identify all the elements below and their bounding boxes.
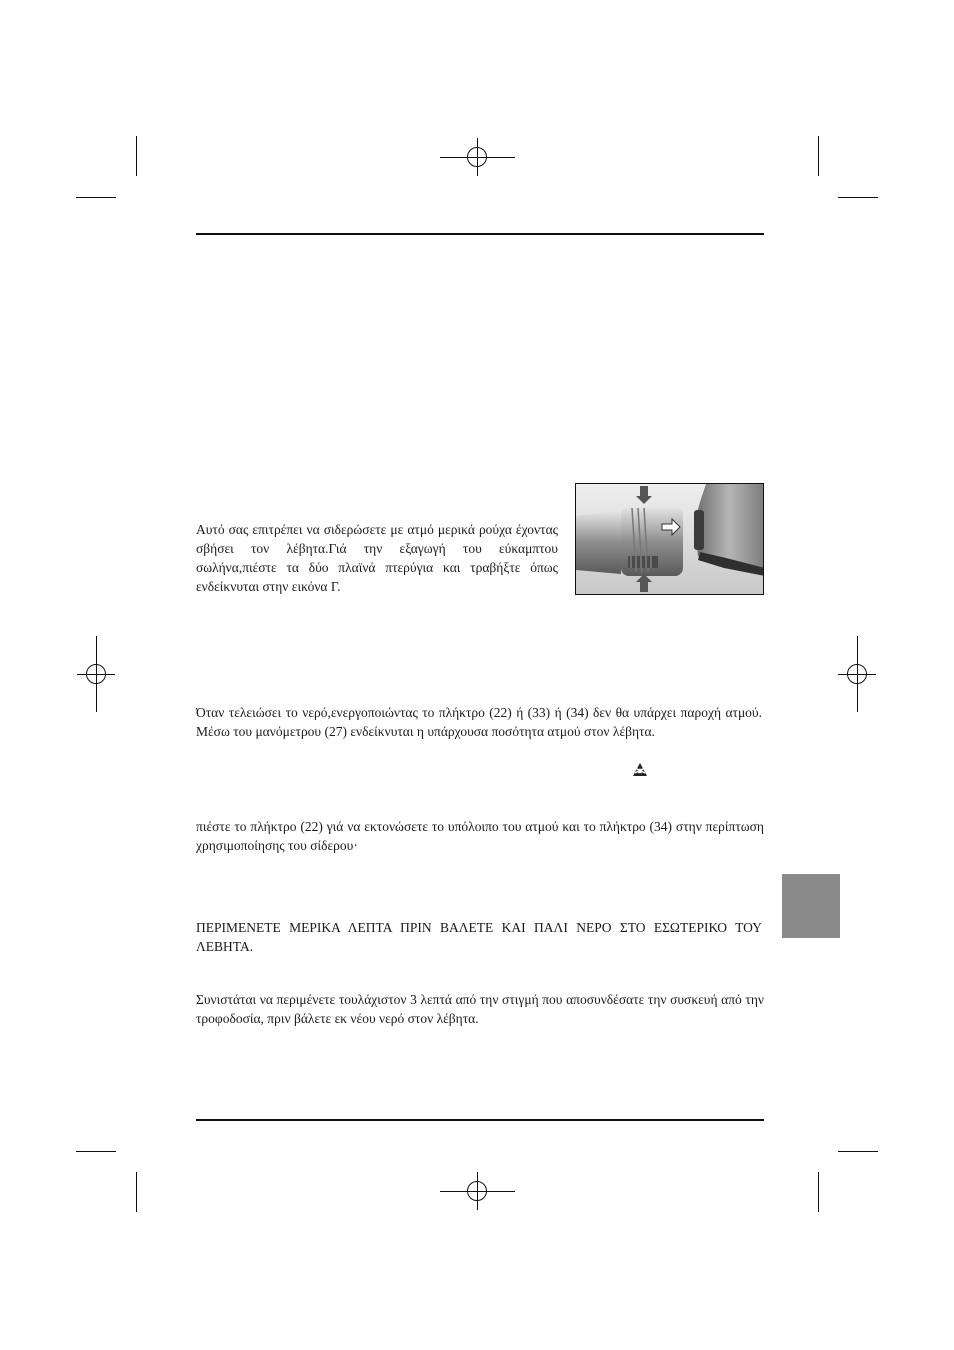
registration-circle bbox=[847, 664, 867, 684]
wait-warning-paragraph: ΠΕΡΙΜΕΝΕΤΕ ΜΕΡΙΚΑ ΛΕΠΤΑ ΠΡΙΝ ΒΑΛΕΤΕ ΚΑΙ ΠΑΛΙ ΝΕΡΟ ΣΤΟ ΕΣΩΤΕΡΙΚΟ ΤΟΥ ΛΕΒΗΤΑ. bbox=[196, 920, 762, 954]
hose-detach-illustration bbox=[575, 483, 764, 595]
crop-mark bbox=[136, 1172, 137, 1212]
footer-rule bbox=[196, 1119, 764, 1121]
water-out-paragraph: Όταν τελειώσει το νερό,ενεργοποιώντας το πλήκτρο (22) ή (33) ή (34) δεν θα υπάρχει παροχή ατμού. Μέσω του μανόμετρου (27) ενδείκνυται η υπάρχουσα ποσότητα ατμού στον λέβητα. bbox=[196, 705, 762, 739]
crop-mark bbox=[838, 1151, 878, 1152]
detach-hose-paragraph: Αυτό σας επιτρέπει να σιδερώσετε με ατμό μερικά ρούχα έχοντας σβήσει τον λέβητα.Γιά την εξαγωγή του εύκαμπτου σωλήνα,πιέστε τα δύο πλαϊνά πτερύγια και τραβήξτε όπως ενδείκνυται στην εικόνα Γ. bbox=[196, 522, 558, 594]
registration-circle bbox=[467, 147, 487, 167]
warning-triangle-icon bbox=[632, 762, 648, 778]
registration-circle bbox=[86, 664, 106, 684]
crop-mark bbox=[818, 136, 819, 176]
press-button-paragraph: πιέστε το πλήκτρο (22) γιά να εκτονώσετε το υπόλοιπο του ατμού και το πλήκτρο (34) στην περίπτωση χρησιμοποίησης του σίδερου· bbox=[196, 819, 764, 853]
registration-circle bbox=[467, 1181, 487, 1201]
language-tab-marker bbox=[782, 874, 840, 938]
crop-mark bbox=[838, 197, 878, 198]
header-rule bbox=[196, 233, 764, 235]
recommendation-paragraph: Συνιστάται να περιμένετε τουλάχιστον 3 λεπτά από την στιγμή που αποσυνδέσατε την συσκευή από την τροφοδοσία, πριν βάλετε εκ νέου νερό στον λέβητα. bbox=[196, 992, 764, 1026]
crop-mark bbox=[76, 197, 116, 198]
crop-mark bbox=[136, 136, 137, 176]
hose-detach-svg bbox=[576, 484, 764, 595]
crop-mark bbox=[76, 1151, 116, 1152]
crop-mark bbox=[818, 1172, 819, 1212]
